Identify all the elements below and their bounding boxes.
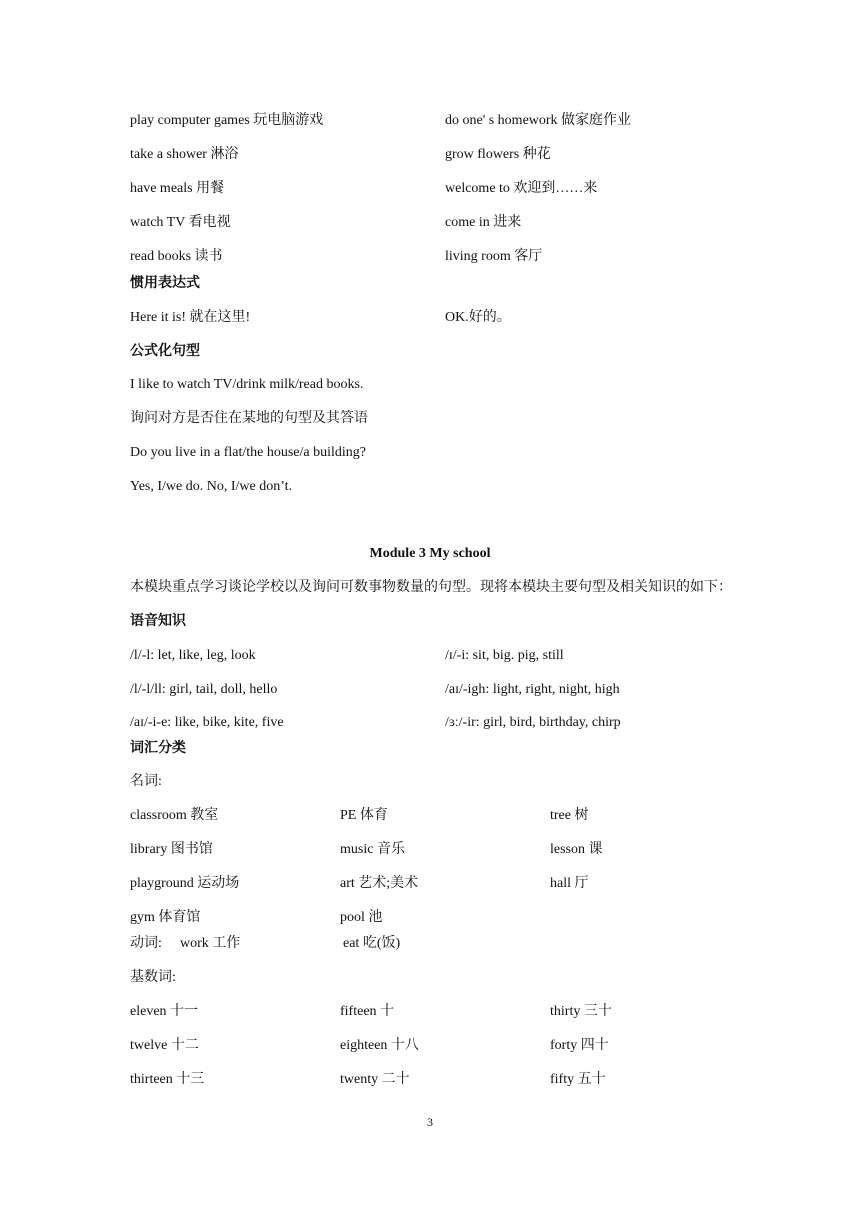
expression-left: Here it is! 就在这里! — [130, 310, 251, 325]
expression-right: OK.好的。 — [445, 310, 511, 325]
phrase-right: grow flowers 种花 — [445, 147, 551, 162]
cardinal-item: twenty 二十 — [340, 1072, 410, 1087]
cardinal-item: eighteen 十八 — [340, 1038, 419, 1053]
phrase-left: take a shower 淋浴 — [130, 147, 239, 162]
phrase-left: play computer games 玩电脑游戏 — [130, 113, 324, 128]
pattern-line: Do you live in a flat/the house/a building? — [130, 445, 367, 460]
phonetics-left: /l/-l: let, like, leg, look — [130, 648, 256, 663]
page-number: 3 — [427, 1115, 433, 1129]
noun-item: gym 体育馆 — [130, 910, 201, 925]
phrase-right: welcome to 欢迎到……来 — [445, 181, 598, 196]
cardinal-item: fifteen 十 — [340, 1004, 395, 1019]
nouns-label: 名词: — [130, 774, 162, 789]
noun-item: pool 池 — [340, 910, 383, 925]
cardinal-item: thirteen 十三 — [130, 1072, 205, 1087]
verb-item: work 工作 — [180, 936, 241, 951]
noun-item: music 音乐 — [340, 842, 405, 857]
patterns-heading: 公式化句型 — [130, 343, 200, 359]
phrase-right: living room 客厅 — [445, 249, 543, 264]
noun-item: PE 体育 — [340, 808, 388, 823]
verbs-label: 动词: — [130, 936, 162, 951]
phrase-left: watch TV 看电视 — [130, 215, 231, 230]
phrase-left: read books 读书 — [130, 249, 223, 264]
phonetics-left: /aɪ/-i-e: like, bike, kite, five — [130, 715, 284, 730]
phonetics-right: /ɪ/-i: sit, big. pig, still — [445, 648, 564, 663]
cardinal-item: fifty 五十 — [550, 1072, 606, 1087]
noun-item: hall 厅 — [550, 876, 589, 891]
cardinal-label: 基数词: — [130, 970, 176, 985]
expressions-heading: 惯用表达式 — [130, 275, 200, 291]
cardinal-item: thirty 三十 — [550, 1004, 612, 1019]
verb-item: eat 吃(饭) — [343, 936, 401, 951]
pattern-line: I like to watch TV/drink milk/read books. — [130, 377, 364, 392]
phrase-right: come in 进来 — [445, 215, 522, 230]
cardinal-item: forty 四十 — [550, 1038, 609, 1053]
phrase-left: have meals 用餐 — [130, 181, 225, 196]
phonetics-right: /aɪ/-igh: light, right, night, high — [445, 682, 620, 697]
noun-item: lesson 课 — [550, 842, 603, 857]
noun-item: tree 树 — [550, 808, 589, 823]
noun-item: art 艺术;美术 — [340, 876, 419, 891]
phonetics-heading: 语音知识 — [130, 613, 186, 629]
vocab-heading: 词汇分类 — [130, 740, 186, 756]
noun-item: classroom 教室 — [130, 808, 219, 823]
pattern-line: 询问对方是否住在某地的句型及其答语 — [130, 411, 368, 426]
phonetics-right: /ɜː/-ir: girl, bird, birthday, chirp — [445, 715, 621, 730]
module-title: Module 3 My school — [369, 546, 491, 561]
noun-item: playground 运动场 — [130, 876, 240, 891]
pattern-line: Yes, I/we do. No, I/we don’t. — [130, 479, 293, 494]
cardinal-item: eleven 十一 — [130, 1004, 199, 1019]
module-intro: 本模块重点学习谈论学校以及询问可数事物数量的句型。现将本模块主要句型及相关知识的如下： — [130, 580, 732, 595]
cardinal-item: twelve 十二 — [130, 1038, 199, 1053]
phonetics-left: /l/-l/ll: girl, tail, doll, hello — [130, 682, 278, 697]
phrase-right: do one' s homework 做家庭作业 — [445, 113, 632, 128]
noun-item: library 图书馆 — [130, 842, 213, 857]
